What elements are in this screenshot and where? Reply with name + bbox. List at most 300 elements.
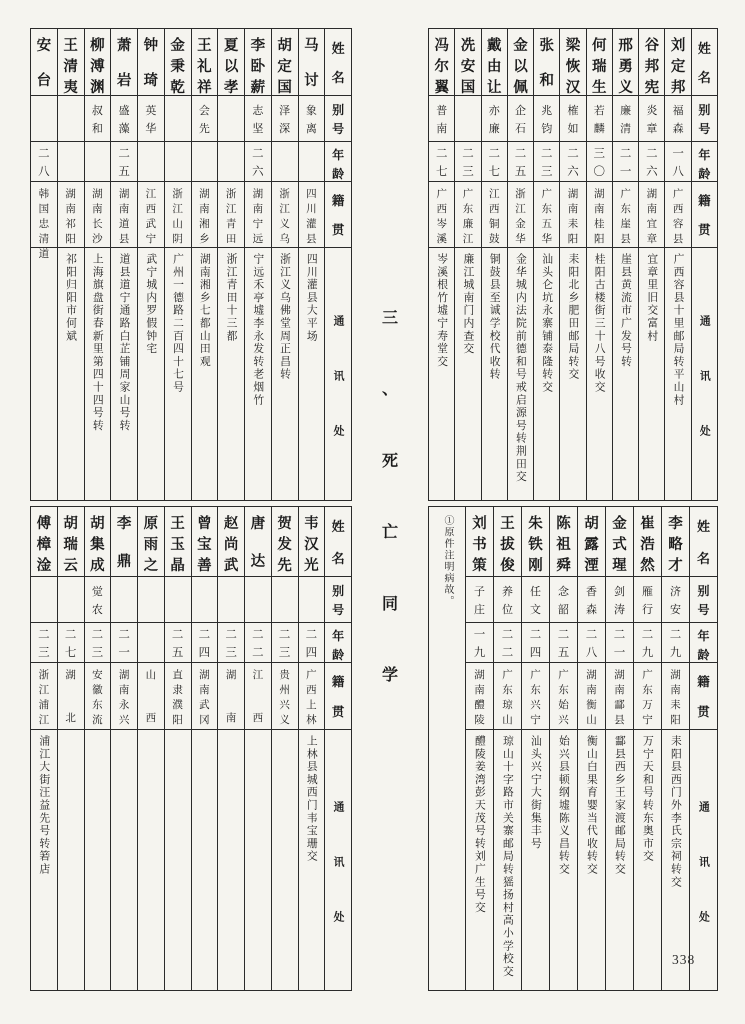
char: 阳 [567, 234, 579, 245]
char: 安 [36, 38, 52, 54]
person-addr-cell [606, 729, 633, 990]
char: 铁 [528, 537, 543, 553]
char: 广 [541, 189, 553, 200]
person-name-cell [508, 29, 533, 95]
person-age-cell [560, 141, 585, 181]
person-addr-cell [455, 247, 480, 500]
address-text: 汕头仑坑永寨铺泰隆转交 [541, 253, 554, 394]
person-column [191, 507, 218, 990]
person-age-cell [218, 622, 244, 662]
char: 石 [515, 122, 526, 135]
field-label-age [692, 141, 717, 181]
person-column [110, 507, 137, 990]
person-name-cell [534, 29, 559, 95]
person-age-cell [665, 141, 690, 181]
char: 贯 [697, 705, 710, 719]
char: 兴 [558, 715, 569, 726]
char: 别 [332, 584, 345, 598]
char: 志 [252, 104, 264, 117]
char: 森 [586, 603, 597, 616]
char: 夷 [63, 80, 78, 96]
person-age-cell [662, 622, 689, 662]
person-column [84, 29, 111, 500]
person-name-cell [560, 29, 585, 95]
person-alias-cell [272, 576, 298, 622]
char: 二 [252, 646, 264, 659]
person-age-cell [192, 622, 218, 662]
char: 阳 [172, 715, 183, 726]
person-age-cell [466, 622, 493, 662]
person-addr-cell [192, 247, 218, 500]
char: 成 [90, 558, 105, 574]
char: 李 [668, 516, 683, 532]
person-age-cell [272, 622, 298, 662]
person-alias-cell [662, 576, 689, 622]
char: 南 [92, 204, 103, 215]
char: 二 [541, 147, 553, 160]
char: 广 [672, 189, 684, 200]
person-addr-cell [522, 729, 549, 990]
char: 湖 [118, 670, 130, 681]
person-column [612, 29, 638, 500]
person-native-cell [272, 662, 298, 729]
char: 浦 [38, 700, 50, 711]
person-column [137, 507, 164, 990]
char: 朱 [528, 516, 543, 532]
char: 广 [462, 189, 474, 200]
char: 一 [473, 628, 486, 641]
char: 西 [672, 204, 684, 215]
person-column [137, 29, 164, 500]
person-name-cell [299, 507, 325, 576]
person-name-cell [192, 29, 218, 95]
char: 觉 [91, 585, 103, 598]
address-text: 始兴县顿纲墟陈义昌转交 [557, 735, 570, 876]
person-addr-cell [245, 729, 271, 990]
char: 五 [118, 165, 130, 178]
person-alias-cell [165, 95, 191, 141]
char: 才 [668, 558, 683, 574]
person-age-cell [58, 622, 84, 662]
char: 县 [620, 234, 631, 245]
char: 名 [697, 70, 711, 85]
person-name-cell [85, 29, 111, 95]
person-alias-cell [111, 95, 137, 141]
char: 远 [252, 234, 264, 245]
char: 和 [91, 122, 103, 135]
person-alias-cell [429, 95, 454, 141]
person-addr-cell [138, 729, 164, 990]
char: 西 [306, 685, 317, 696]
char: 济 [670, 585, 681, 598]
char: 姓 [331, 41, 345, 56]
char: 五 [514, 165, 527, 178]
char: 台 [36, 73, 52, 89]
field-label-alias [692, 95, 717, 141]
person-addr-cell [634, 729, 661, 990]
char: 籍 [697, 675, 710, 689]
char: 〇 [593, 165, 606, 178]
person-addr-cell [31, 247, 57, 500]
person-alias-cell [218, 95, 244, 141]
char: 处 [698, 424, 711, 438]
field-label-age [690, 622, 717, 662]
address-text: 浦江大街汪益先号转箬店 [38, 735, 51, 876]
char: 刘 [670, 38, 686, 54]
person-native-cell [560, 181, 585, 247]
char: 浩 [640, 537, 655, 553]
char: 任 [530, 585, 541, 598]
char: 沙 [92, 234, 103, 245]
char: 八 [585, 646, 598, 659]
char: 祖 [556, 537, 571, 553]
char: 福 [672, 104, 684, 117]
char: 长 [92, 219, 103, 230]
char: 刘 [472, 516, 487, 532]
char: 曾 [197, 516, 212, 532]
person-name-cell [578, 507, 605, 576]
person-addr-cell [578, 729, 605, 990]
char: 乡 [199, 234, 210, 245]
char: 姓 [696, 519, 710, 534]
person-addr-cell [508, 247, 533, 500]
person-native-cell [550, 662, 577, 729]
char: 七 [488, 165, 500, 178]
char: 榷 [567, 104, 579, 117]
person-native-cell [522, 662, 549, 729]
person-addr-cell [138, 247, 164, 500]
person-name-cell [494, 507, 521, 576]
person-native-cell [534, 181, 559, 247]
char: 离 [305, 122, 317, 135]
char: 雨 [143, 537, 159, 553]
char: 龄 [697, 648, 710, 662]
char: 秉 [170, 59, 185, 75]
char: 达 [250, 554, 266, 570]
person-name-cell [550, 507, 577, 576]
person-column [633, 507, 661, 990]
person-native-cell [111, 662, 137, 729]
char: 胡 [277, 38, 292, 54]
person-age-cell [299, 141, 325, 181]
address-text: 汕头兴宁大街集丰号 [529, 735, 542, 851]
address-text: 武宁城内罗假钟宅 [145, 253, 158, 356]
char: 八 [672, 165, 684, 178]
char: 二 [118, 628, 130, 641]
field-label-name [692, 29, 717, 95]
person-column [298, 507, 325, 990]
person-name-cell [466, 507, 493, 576]
char: 忠 [38, 219, 50, 230]
char: 浙 [225, 189, 237, 200]
person-native-cell [218, 662, 244, 729]
char: 通 [332, 801, 345, 815]
char: 六 [567, 165, 579, 178]
person-alias-cell [522, 576, 549, 622]
char: 露 [584, 537, 599, 553]
person-age-cell [508, 141, 533, 181]
char: 年 [698, 148, 711, 162]
char: 广 [502, 670, 513, 681]
char: 英 [145, 104, 157, 117]
char: 原 [143, 516, 159, 532]
person-alias-cell [587, 95, 612, 141]
char: 江 [145, 189, 157, 200]
char: 国 [277, 80, 292, 96]
char: 江 [38, 715, 50, 726]
char: 庄 [474, 603, 485, 616]
person-age-cell [111, 141, 137, 181]
char: 七 [64, 646, 77, 659]
person-column [465, 507, 493, 990]
person-alias-cell [560, 95, 585, 141]
char: 宜 [646, 219, 658, 230]
char: 江 [252, 670, 264, 681]
char: 武 [223, 558, 239, 574]
person-native-cell [662, 662, 689, 729]
char: 二 [38, 628, 50, 641]
char: 亦 [488, 104, 500, 117]
person-name-cell [634, 507, 661, 576]
char: 国 [38, 204, 50, 215]
person-column [217, 29, 244, 500]
char: 礼 [197, 59, 212, 75]
char: 集 [90, 537, 105, 553]
person-name-cell [138, 507, 164, 576]
char: 讨 [304, 73, 319, 89]
person-native-cell [613, 181, 638, 247]
char: 六 [252, 165, 264, 178]
person-column [481, 29, 507, 500]
char: 湖 [586, 670, 597, 681]
char: 衡 [586, 700, 597, 711]
person-name-cell [58, 507, 84, 576]
address-text: 广西容县十里邮局转平山村 [672, 253, 685, 407]
char: 川 [306, 204, 317, 215]
person-alias-cell [466, 576, 493, 622]
person-age-cell [165, 622, 191, 662]
char: 阳 [65, 234, 76, 245]
address-text: 衡山白果育婴当代收转交 [585, 735, 598, 876]
person-column [110, 29, 137, 500]
char: 琼 [502, 700, 513, 711]
person-addr-cell [466, 729, 493, 990]
person-age-cell [165, 141, 191, 181]
char: 醴 [474, 700, 485, 711]
char: 讯 [697, 856, 710, 869]
person-addr-cell [429, 247, 454, 500]
char: 以 [513, 59, 528, 75]
char: 晶 [170, 558, 185, 574]
char: 马 [304, 38, 319, 54]
char: 处 [332, 910, 345, 924]
char: 贯 [331, 705, 345, 719]
char: 三 [91, 646, 104, 659]
char: 濮 [172, 700, 183, 711]
person-name-cell [111, 29, 137, 95]
char: 县 [306, 234, 317, 245]
char: 善 [197, 558, 212, 574]
char: 尚 [223, 537, 239, 553]
person-native-cell [85, 662, 111, 729]
char: 发 [277, 537, 292, 553]
field-label-native [325, 181, 351, 247]
person-alias-cell [165, 576, 191, 622]
char: 江 [38, 685, 50, 696]
char: 生 [592, 80, 607, 96]
person-column [57, 507, 84, 990]
char: 行 [642, 603, 653, 616]
person-native-cell [31, 662, 57, 729]
field-label-age [325, 622, 351, 662]
char: 陈 [556, 516, 571, 532]
char: 汉 [304, 537, 319, 553]
char: 涛 [614, 603, 625, 616]
char: 深 [279, 122, 291, 135]
address-text: 浙江义乌佛堂周正昌转 [279, 253, 292, 381]
person-native-cell [299, 662, 325, 729]
char: 二 [619, 147, 632, 160]
char: 山 [502, 715, 513, 726]
char: 二 [38, 147, 50, 160]
char: 名 [696, 551, 710, 566]
char: 李 [116, 516, 132, 532]
char: 同 [381, 595, 398, 613]
char: 森 [672, 122, 684, 135]
char: 三 [278, 646, 291, 659]
char: 先 [198, 122, 210, 135]
char: 籍 [698, 194, 711, 208]
char: 王 [170, 516, 185, 532]
person-column [559, 29, 585, 500]
char: 普 [436, 104, 448, 117]
char: 九 [669, 646, 682, 659]
char: 江 [172, 204, 183, 215]
footnote-column [429, 507, 465, 990]
address-text: 耒阳县西门外李氏宗祠转交 [669, 735, 682, 889]
char: 湖 [646, 189, 658, 200]
char: 处 [697, 910, 710, 924]
person-name-cell [272, 507, 298, 576]
char: 三 [38, 646, 50, 659]
char: 玉 [170, 537, 185, 553]
char: 四 [305, 646, 318, 659]
person-native-cell [482, 181, 507, 247]
char: 南 [252, 204, 264, 215]
char: 阳 [594, 234, 605, 245]
person-alias-cell [58, 576, 84, 622]
char: 金 [513, 38, 528, 54]
person-age-cell [634, 622, 661, 662]
char: 二 [641, 628, 654, 641]
person-native-cell [606, 662, 633, 729]
char: 子 [474, 585, 485, 598]
person-name-cell [606, 507, 633, 576]
char: 南 [436, 122, 448, 135]
char: 西 [488, 204, 500, 215]
person-name-cell [31, 507, 57, 576]
char: 刚 [528, 558, 543, 574]
page-number: 338 [672, 952, 696, 967]
person-native-cell [634, 662, 661, 729]
char: 兴 [530, 700, 541, 711]
char: 略 [668, 537, 683, 553]
person-native-cell [245, 181, 271, 247]
char: 南 [199, 685, 210, 696]
char: 萧 [116, 38, 132, 54]
char: 广 [558, 670, 569, 681]
char: 宁 [252, 219, 264, 230]
char: 西 [436, 204, 447, 215]
person-age-cell [218, 141, 244, 181]
char: 龄 [332, 648, 345, 662]
char: 桂 [594, 219, 605, 230]
person-age-cell [85, 622, 111, 662]
person-age-cell [522, 622, 549, 662]
char: 东 [502, 685, 513, 696]
char: 韦 [304, 516, 319, 532]
person-addr-cell [560, 247, 585, 500]
address-text: 桂阳古楼街三十八号收交 [593, 253, 606, 394]
char: 二 [501, 628, 514, 641]
char: 阴 [172, 234, 183, 245]
person-addr-cell [550, 729, 577, 990]
char: 籍 [331, 194, 345, 208]
char: 清 [620, 122, 632, 135]
person-alias-cell [606, 576, 633, 622]
char: 三 [462, 165, 474, 178]
person-age-cell [455, 141, 480, 181]
char: 浙 [172, 189, 183, 200]
address-text: 浙江青田十三都 [225, 253, 238, 343]
char: 年 [332, 148, 345, 162]
char: 五 [557, 646, 570, 659]
person-alias-cell [192, 576, 218, 622]
char: 俊 [500, 558, 515, 574]
person-alias-cell [245, 576, 271, 622]
char: 号 [332, 603, 345, 617]
char: 广 [306, 670, 317, 681]
char: 西 [145, 713, 157, 724]
char: 张 [539, 38, 555, 54]
char: 邢 [618, 38, 633, 54]
person-native-cell [299, 181, 325, 247]
char: 韶 [558, 603, 569, 616]
field-label-alias [325, 576, 351, 622]
char: 二 [118, 147, 130, 160]
char: 年 [332, 629, 345, 643]
char: 华 [515, 234, 526, 245]
char: 耒 [567, 219, 579, 230]
char: 兆 [541, 104, 553, 117]
person-name-cell [192, 507, 218, 576]
char: 永 [118, 700, 130, 711]
char: 盛 [118, 104, 130, 117]
address-text: 金华城内法院前德和号戒启源号转荆田交 [514, 253, 527, 484]
char: 廉 [620, 104, 632, 117]
person-name-cell [455, 29, 480, 95]
char: 五 [171, 646, 184, 659]
char: 岩 [116, 73, 132, 89]
char: 恢 [565, 59, 581, 75]
field-label-alias [690, 576, 717, 622]
char: 书 [472, 537, 487, 553]
char: 邦 [670, 80, 686, 96]
person-addr-cell [58, 247, 84, 500]
person-age-cell [138, 622, 164, 662]
char: 安 [460, 59, 476, 75]
char: 西 [252, 713, 264, 724]
